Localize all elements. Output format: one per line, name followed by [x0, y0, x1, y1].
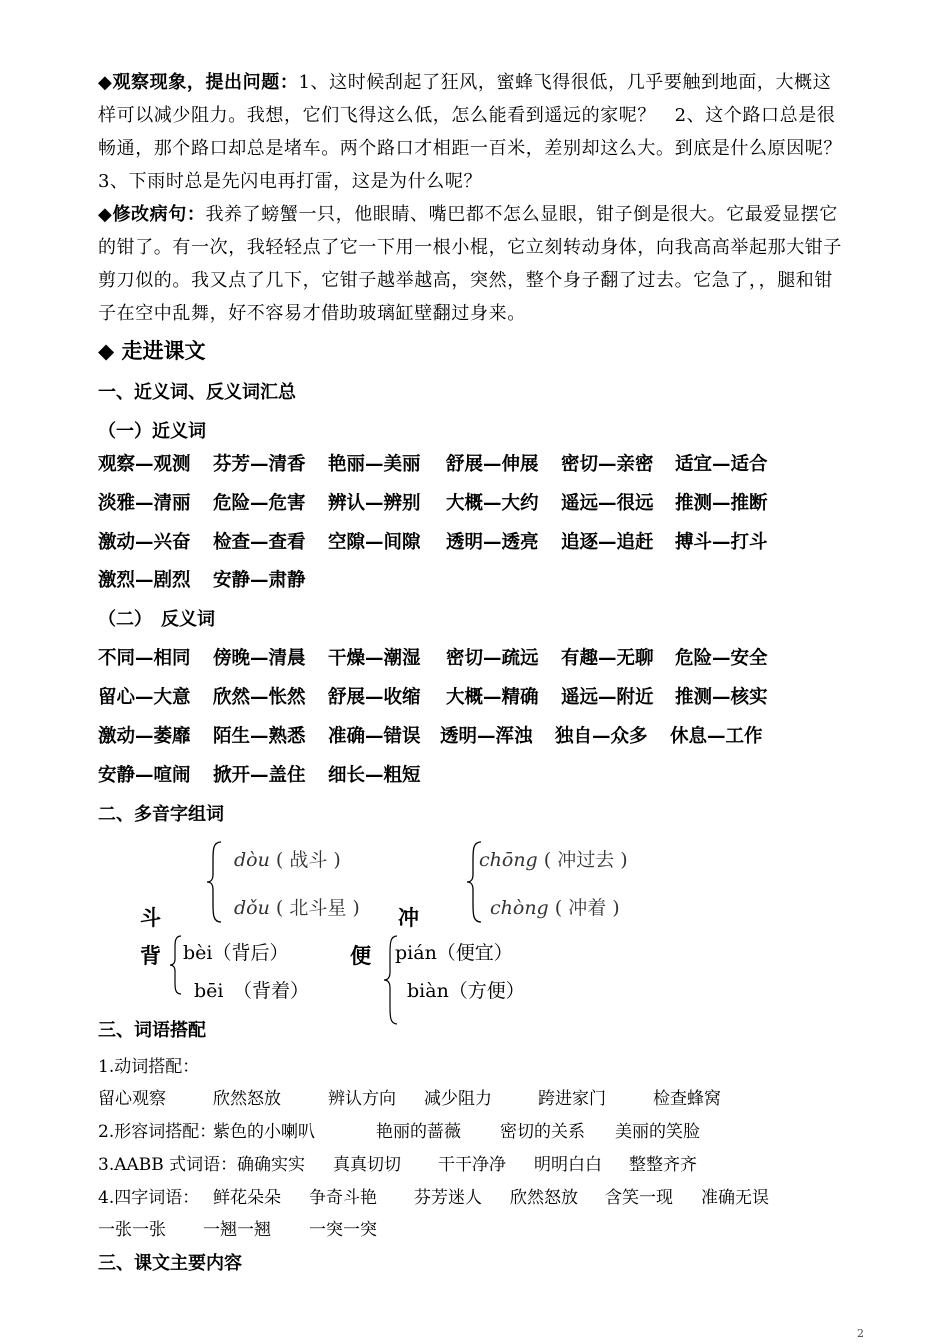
chong-option-2: chòng ( 冲着 ) — [490, 897, 620, 919]
word-pair: 舒展—伸展 — [446, 454, 539, 475]
four-item: 一突一突 — [309, 1220, 377, 1240]
aabb-item: 整整齐齐 — [629, 1155, 697, 1175]
aabb-item: 确确实实 — [237, 1155, 305, 1175]
word-pair: 留心—大意 — [98, 687, 191, 708]
brace-dou — [205, 840, 225, 924]
chong-option-1: chōng ( 冲过去 ) — [479, 849, 628, 871]
aabb-item: 真真切切 — [333, 1155, 401, 1175]
four-item: 芬芳迷人 — [414, 1188, 482, 1208]
word-pair: 准确—错误 — [328, 726, 421, 747]
verb-item: 辨认方向 — [328, 1089, 396, 1109]
adj-item: 密切的关系 — [500, 1122, 585, 1142]
correct-line-3: 剪刀似的。我又点了几下，它钳子越举越高，突然，整个身子翻了过去。它急了，，腿和钳 — [98, 270, 833, 291]
brace-bei — [168, 934, 184, 996]
four-item: 争奇斗艳 — [309, 1188, 377, 1208]
word-pair: 欣然—怅然 — [213, 687, 306, 708]
word-pair: 透明—浑浊 — [440, 726, 533, 747]
word-pair: 追逐—追赶 — [561, 532, 654, 553]
word-pair: 观察—观测 — [98, 454, 191, 475]
verb-item: 跨进家门 — [538, 1089, 606, 1109]
page-number: 2 — [857, 1327, 864, 1340]
word-pair: 安静—肃静 — [213, 570, 306, 591]
four-item: 一张一张 — [98, 1220, 166, 1240]
main-content-title: 三、课文主要内容 — [98, 1253, 242, 1274]
aabb-label: 3.AABB 式词语： — [98, 1155, 238, 1175]
adj-item: 美丽的笑脸 — [615, 1122, 700, 1142]
vocab-title: 一、近义词、反义词汇总 — [98, 382, 296, 403]
synonyms-title: （一）近义词 — [98, 421, 206, 442]
aabb-item: 干干净净 — [438, 1155, 506, 1175]
word-pair: 遥远—很远 — [561, 493, 654, 514]
antonyms-title: （二） 反义词 — [98, 609, 215, 630]
verb-item: 减少阻力 — [424, 1089, 492, 1109]
word-pair: 干燥—潮湿 — [328, 648, 421, 669]
char-bei: 背 — [140, 943, 161, 968]
word-pair: 舒展—收缩 — [328, 687, 421, 708]
char-dou: 斗 — [140, 905, 161, 930]
observe-label: ◆观察现象，提出问题： — [98, 72, 299, 93]
word-pair: 推测—推断 — [675, 493, 768, 514]
word-pair: 陌生—熟悉 — [213, 726, 306, 747]
word-pair: 激动—萎靡 — [98, 726, 191, 747]
four-item: 一翘一翘 — [203, 1220, 271, 1240]
word-pair: 遥远—附近 — [561, 687, 654, 708]
correct-line-1: ◆修改病句：我养了螃蟹一只，他眼睛、嘴巴都不怎么显眼，钳子倒是很大。它最爱显摆它 — [98, 204, 838, 225]
char-bian: 便 — [350, 943, 371, 968]
matching-title: 三、词语搭配 — [98, 1020, 206, 1041]
word-pair: 细长—粗短 — [328, 765, 421, 786]
word-pair: 危险—危害 — [213, 493, 306, 514]
char-chong: 冲 — [398, 905, 419, 930]
word-pair: 危险—安全 — [675, 648, 768, 669]
word-pair: 傍晚—清晨 — [213, 648, 306, 669]
word-pair: 安静—喧闹 — [98, 765, 191, 786]
word-pair: 有趣—无聊 — [561, 648, 654, 669]
dou-option-1: dòu ( 战斗 ) — [234, 849, 341, 871]
word-pair: 激烈—剧烈 — [98, 570, 191, 591]
word-pair: 适宜—适合 — [675, 454, 768, 475]
section-title: ◆ 走进课文 — [98, 338, 206, 363]
verb-item: 欣然怒放 — [213, 1089, 281, 1109]
verb-label: 1.动词搭配： — [98, 1057, 200, 1077]
verb-item: 留心观察 — [98, 1089, 166, 1109]
dou-option-2: dǒu ( 北斗星 ) — [234, 897, 360, 919]
word-pair: 透明—透亮 — [446, 532, 539, 553]
word-pair: 淡雅—清丽 — [98, 493, 191, 514]
aabb-item: 明明白白 — [534, 1155, 602, 1175]
word-pair: 大概—精确 — [446, 687, 539, 708]
correct-line-2: 的钳了。有一次，我轻轻点了它一下用一根小棍，它立刻转动身体，向我高高举起那大钳子 — [98, 237, 842, 258]
four-item: 准确无误 — [701, 1188, 769, 1208]
word-pair: 掀开—盖住 — [213, 765, 306, 786]
word-pair: 辨认—辨别 — [328, 493, 421, 514]
word-pair: 空隙—间隙 — [328, 532, 421, 553]
word-pair: 检查—查看 — [213, 532, 306, 553]
four-item: 欣然怒放 — [510, 1188, 578, 1208]
four-item: 含笑一现 — [605, 1188, 673, 1208]
verb-item: 检查蜂窝 — [653, 1089, 721, 1109]
adj-item: 紫色的小喇叭 — [213, 1122, 315, 1142]
bian-option-2: biàn（方便） — [407, 980, 525, 1002]
bei-option-1: bèi（背后） — [183, 942, 289, 964]
adj-label: 2.形容词搭配： — [98, 1122, 217, 1142]
word-pair: 推测—核实 — [675, 687, 768, 708]
word-pair: 搏斗—打斗 — [675, 532, 768, 553]
observe-line-2: 样可以减少阻力。我想，它们飞得这么低，怎么能看到遥远的家呢？ 2、这个路口总是很 — [98, 105, 836, 126]
observe-line-4: 3、下雨时总是先闪电再打雷，这是为什么呢？ — [98, 171, 483, 192]
word-pair: 不同—相同 — [98, 648, 191, 669]
bei-option-2: bēi （背着） — [194, 980, 309, 1002]
word-pair: 独自—众多 — [555, 726, 648, 747]
word-pair: 芬芳—清香 — [213, 454, 306, 475]
word-pair: 密切—疏远 — [446, 648, 539, 669]
word-pair: 休息—工作 — [670, 726, 763, 747]
adj-item: 艳丽的蔷薇 — [376, 1122, 461, 1142]
word-pair: 激动—兴奋 — [98, 532, 191, 553]
four-label: 4.四字词语： — [98, 1188, 200, 1208]
word-pair: 密切—亲密 — [561, 454, 654, 475]
four-item: 鲜花朵朵 — [213, 1188, 281, 1208]
word-pair: 大概—大约 — [446, 493, 539, 514]
correct-label: ◆修改病句： — [98, 204, 206, 225]
bian-option-1: pián（便宜） — [395, 942, 513, 964]
correct-line-4: 子在空中乱舞，好不容易才借助玻璃缸壁翻过身来。 — [98, 303, 526, 324]
observe-line-3: 畅通，那个路口却总是堵车。两个路口才相距一百米，差别却这么大。到底是什么原因呢？ — [98, 138, 842, 159]
word-pair: 艳丽—美丽 — [328, 454, 421, 475]
observe-line-1: ◆观察现象，提出问题：1、这时候刮起了狂风，蜜蜂飞得很低，几乎要触到地面，大概这 — [98, 72, 832, 93]
polyphone-title: 二、多音字组词 — [98, 804, 224, 825]
